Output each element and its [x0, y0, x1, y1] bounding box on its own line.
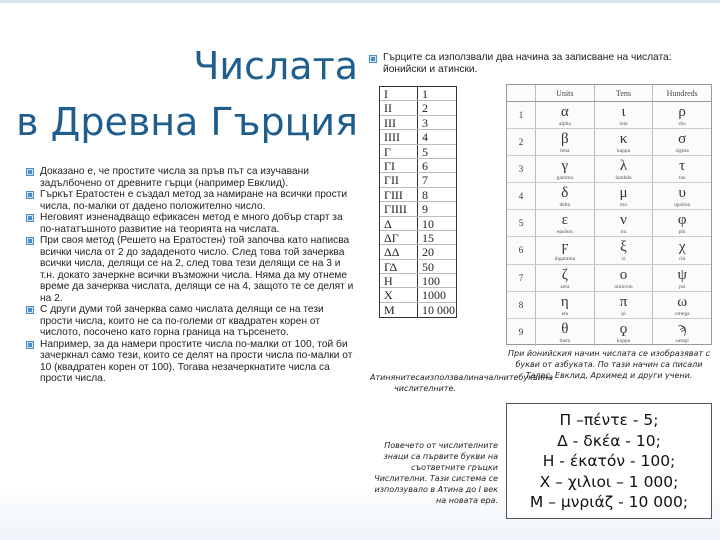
attic-row — [380, 231, 456, 245]
attic-symbol: ΔГ — [380, 231, 418, 244]
attic-symbol: II — [380, 101, 418, 114]
greek-letter: ω — [677, 293, 688, 310]
ionic-row-number: 8 — [518, 299, 524, 310]
greek-letter: ο — [619, 266, 628, 283]
attic-value: 8 — [422, 187, 428, 202]
attic-row — [380, 145, 456, 159]
column-header-units: Units — [535, 85, 594, 101]
greek-letter-name: xi — [621, 256, 626, 263]
attic-value: 7 — [422, 173, 428, 188]
ionic-cell — [652, 129, 711, 155]
attic-symbol: X — [380, 288, 418, 301]
bullet-icon — [369, 55, 377, 63]
attic-value: 9 — [422, 202, 428, 217]
attic-symbol: IIII — [380, 130, 418, 143]
attic-value: 15 — [422, 230, 434, 245]
greek-letter-name: rho — [678, 121, 686, 127]
ionic-table-header — [507, 85, 711, 102]
greek-letter-name: sampi — [675, 337, 689, 344]
ionic-cell — [594, 183, 653, 209]
greek-letter: τ — [679, 158, 686, 175]
ionic-cell — [594, 210, 653, 236]
bullet-text: При своя метод (Решето на Ератостен) той започва като написва всички числа от 2 до зададеното число. След това той зачерква всички числа, делящи се на 2, след това тези делящи се на 3 и т.н. докато зачеркне всички възможни числа. Няма да му отнеме време да зачерква числата, делящи се на 4, защото те се делят и на 2. — [40, 235, 354, 304]
attic-value: 10 000 — [422, 302, 455, 317]
ionic-row-number: 1 — [518, 110, 524, 120]
ionic-row — [507, 156, 711, 183]
ionic-row-number: 5 — [518, 218, 524, 229]
attic-row — [380, 101, 456, 115]
ionic-cell — [594, 102, 653, 128]
attic-row — [380, 288, 456, 302]
attic-symbol: ГIII — [380, 188, 418, 201]
attic-symbol: I — [380, 87, 418, 100]
greek-letter: θ — [561, 320, 569, 337]
ionic-cell — [652, 319, 711, 346]
ionic-row — [507, 210, 711, 237]
greek-letter-name: tau — [678, 175, 686, 182]
ionic-cell — [535, 156, 594, 182]
bullet-icon — [26, 306, 34, 314]
greek-letter-name: koppa — [616, 337, 631, 344]
number-word-line: Х – χιλιοι – 1 000; — [539, 472, 679, 491]
greek-letter: π — [619, 293, 628, 310]
ionic-cell — [652, 183, 711, 209]
ionic-letters-caption: При йонийския начин числата се изобразяват с букви от азбуката. По тази начин са писали Талес, Евклид, Архимед и други учени. — [507, 349, 711, 380]
attic-row — [380, 217, 456, 231]
greek-letter: υ — [678, 185, 686, 202]
bullet-text: С други думи той зачерква само числата делящи се на тези прости числа, които не са по-големи от квадратен корен от числото, посочено като горна граница на търсенето. — [40, 304, 324, 338]
bullet-text: Например, за да намери простите числа по-малки от 100, той би зачеркнал само тези, които се делят на прости числа по-малки от 10 (квадратен корен от 100). Тогава незачеркнатите числа са прости числа. — [40, 338, 353, 384]
greek-letter-name: omicron — [614, 283, 633, 290]
ionic-cell — [594, 156, 653, 182]
bullet-icon — [26, 341, 34, 349]
ionic-cell — [652, 237, 711, 263]
attic-row — [380, 159, 456, 173]
ionic-row-number: 7 — [518, 272, 524, 283]
greek-letter-name: nu — [620, 229, 627, 236]
bullet-text: Гърците са използвали два начина за записване на числата: йонийски и атински. — [383, 52, 672, 75]
bullet-item — [24, 166, 356, 189]
greek-letter: ϙ — [619, 320, 628, 337]
greek-letter: α — [560, 104, 569, 120]
bullet-text: Доказано е, че простите числа за пръв път са изучавани задълбочено от древните гърци (например Евклид). — [40, 166, 309, 189]
attic-symbol: M — [380, 303, 418, 317]
greek-letter-name: lambda — [615, 175, 632, 182]
greek-letter-name: phi — [678, 229, 686, 236]
bullet-item — [24, 304, 356, 339]
ionic-row-number: 9 — [518, 326, 524, 337]
title-line-1: Числата — [193, 44, 358, 88]
greek-letter: ξ — [620, 239, 627, 256]
bullet-item — [24, 235, 356, 304]
greek-letter: ν — [620, 212, 627, 229]
bullet-list — [24, 166, 356, 385]
number-word-line: М – μνριάζ - 10 000; — [529, 493, 689, 511]
attic-symbol: Г — [380, 145, 418, 158]
greek-letter: σ — [678, 131, 687, 148]
greek-letter-name: gamma — [556, 175, 573, 182]
ionic-cell — [652, 265, 711, 291]
bullet-item — [24, 339, 356, 385]
ionic-row — [507, 237, 711, 264]
greek-letter: κ — [619, 131, 628, 148]
bullet-icon — [26, 237, 34, 245]
attic-symbol: H — [380, 274, 418, 287]
bullet-text: Неговият изненадващо ефикасен метод е много добър старт за по-нататъшното развитие на теорията на числата. — [40, 212, 343, 235]
attic-symbol: ГIIII — [380, 202, 418, 215]
greek-letter: λ — [619, 158, 628, 175]
attic-symbol: ΔΔ — [380, 245, 418, 258]
bullet-icon — [26, 214, 34, 222]
attic-symbol: ГII — [380, 173, 418, 186]
number-word-line: Δ - δκέα - 10; — [557, 431, 661, 450]
ionic-row-number: 2 — [518, 137, 524, 148]
ionic-cell — [535, 265, 594, 291]
bullet-icon — [26, 191, 34, 199]
ionic-cell — [535, 237, 594, 263]
greek-letter: ϝ — [561, 239, 569, 256]
attic-value: 3 — [422, 115, 428, 130]
greek-number-words-box — [506, 403, 712, 519]
greek-letter-name: mu — [619, 202, 628, 209]
attic-value: 1 — [422, 87, 428, 101]
ionic-cell — [535, 319, 594, 346]
ionic-caption: Повечето от числителните знаци са първите букви на съответните гръцки Числителни. Тази система се използувало в Атина до I век на новата ера. — [374, 441, 498, 505]
greek-letter-name: delta — [559, 202, 571, 209]
greek-letter-name: chi — [678, 256, 686, 263]
column-header-hundreds: Hundreds — [652, 85, 711, 101]
greek-systems-bullet — [367, 52, 712, 76]
attic-symbol: Δ — [380, 217, 418, 230]
ionic-row-number: 6 — [518, 245, 524, 256]
ionic-table-body — [507, 102, 711, 346]
ionic-numeral-table — [506, 84, 712, 345]
greek-letter: δ — [561, 185, 569, 202]
attic-row — [380, 116, 456, 130]
ionic-cell — [652, 210, 711, 236]
ionic-cell — [652, 156, 711, 182]
attic-value: 20 — [422, 245, 434, 260]
ionic-row — [507, 292, 711, 319]
number-word-line: Н - έκατόν - 100; — [542, 452, 676, 470]
attic-value: 4 — [422, 130, 428, 145]
greek-letter: ϡ — [678, 320, 687, 337]
ionic-row-number: 4 — [518, 191, 524, 202]
greek-letter: ψ — [677, 266, 687, 283]
greek-letter-name: upsilon — [674, 202, 691, 209]
attic-value: 100 — [422, 274, 440, 289]
greek-letter-name: digamma — [554, 256, 576, 263]
attic-value: 10 — [422, 216, 434, 231]
ionic-row — [507, 102, 711, 129]
column-header-tens: Tens — [594, 85, 653, 101]
title-line-2: в Древна Гърция — [16, 100, 358, 144]
greek-letter: η — [560, 293, 569, 310]
attic-value: 50 — [422, 259, 434, 274]
greek-letter-name: pi — [621, 310, 626, 317]
greek-letter-name: alpha — [558, 121, 571, 127]
greek-letter-name: beta — [560, 148, 570, 155]
attic-row — [380, 245, 456, 259]
greek-letter: μ — [619, 185, 628, 202]
ionic-cell — [652, 292, 711, 318]
attic-row — [380, 87, 456, 101]
ionic-row — [507, 183, 711, 210]
attic-row — [380, 130, 456, 144]
bullet-icon — [26, 168, 34, 176]
attic-value: 6 — [422, 158, 428, 173]
greek-letter-name: eta — [561, 310, 569, 317]
attic-value: 1000 — [422, 288, 446, 303]
ionic-cell — [535, 129, 594, 155]
bullet-text: Гъркът Ератостен е създал метод за намиране на всички прости числа, по-малки от дадено положително число. — [40, 189, 348, 212]
attic-symbol: ГI — [380, 159, 418, 172]
attic-row — [380, 188, 456, 202]
ionic-row — [507, 319, 711, 346]
attic-row — [380, 303, 456, 317]
ionic-cell — [594, 129, 653, 155]
ionic-row-number: 3 — [518, 164, 524, 175]
ionic-cell — [535, 210, 594, 236]
greek-letter: ρ — [678, 104, 686, 120]
greek-letter: ε — [561, 212, 568, 229]
attic-row — [380, 260, 456, 274]
attic-caption: Атинянитесаизползвалиначалнитебуквина числителните. — [370, 373, 553, 393]
top-edge — [0, 0, 720, 3]
greek-letter-name: zeta — [560, 283, 570, 290]
bullet-item — [24, 189, 356, 212]
greek-letter-name: theta — [559, 337, 571, 344]
greek-letter-name: iota — [619, 121, 628, 127]
greek-letter-name: omega — [674, 310, 690, 317]
greek-letter: γ — [561, 158, 569, 175]
ionic-cell — [535, 102, 594, 128]
greek-letter: φ — [677, 212, 687, 229]
bullet-item — [24, 212, 356, 235]
ionic-cell — [535, 183, 594, 209]
ionic-cell — [594, 237, 653, 263]
attic-value: 2 — [422, 101, 428, 116]
ionic-cell — [594, 265, 653, 291]
attic-symbol: ΓΔ — [380, 260, 418, 273]
number-word-line: П –πέντε - 5; — [559, 411, 659, 429]
ionic-row — [507, 265, 711, 292]
attic-row — [380, 274, 456, 288]
attic-numeral-table — [379, 86, 457, 318]
greek-letter-name: epsilon — [556, 229, 573, 236]
attic-row — [380, 173, 456, 187]
ionic-cell — [594, 319, 653, 346]
greek-letter: ζ — [561, 266, 568, 283]
attic-row — [380, 202, 456, 216]
greek-letter: β — [561, 131, 569, 148]
ionic-cell — [652, 102, 711, 128]
ionic-row — [507, 129, 711, 156]
ionic-cell — [594, 292, 653, 318]
greek-letter-name: kappa — [616, 148, 631, 155]
greek-letter: ι — [621, 104, 626, 120]
attic-value: 5 — [422, 144, 428, 159]
greek-letter-name: sigma — [675, 148, 689, 155]
ionic-cell — [535, 292, 594, 318]
greek-letter-name: psi — [678, 283, 686, 290]
greek-letter: χ — [678, 239, 686, 256]
attic-symbol: III — [380, 116, 418, 129]
